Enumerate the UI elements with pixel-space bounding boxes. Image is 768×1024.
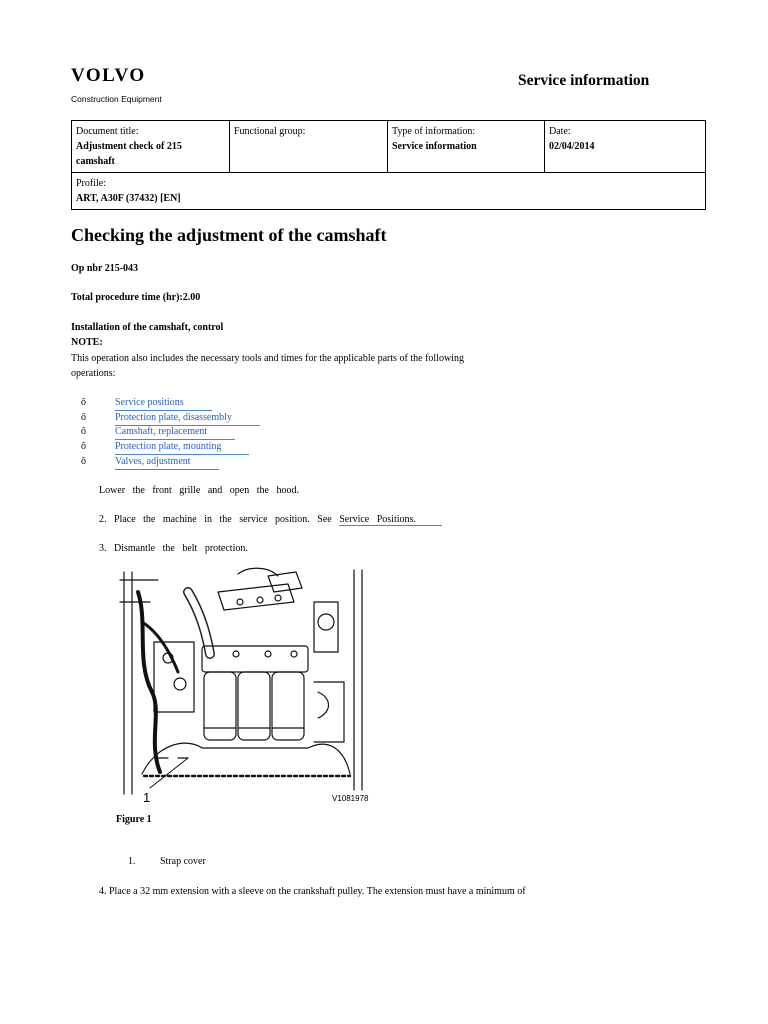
step-3: 3. Dismantle the belt protection.: [99, 543, 248, 554]
document-title-value-line1: Adjustment check of 215: [76, 141, 182, 152]
date-value: 02/04/2014: [549, 141, 595, 152]
doc-type-heading: Service information: [518, 72, 650, 89]
legend-number: 1.: [128, 856, 136, 867]
functional-group-cell: [230, 121, 388, 173]
profile-label: Profile:: [76, 178, 106, 189]
link-protection-plate-disassembly[interactable]: Protection plate, disassembly: [115, 411, 260, 426]
legend-text: Strap cover: [160, 856, 206, 867]
op-number: Op nbr 215-043: [71, 263, 139, 274]
link-service-positions-step[interactable]: Service Positions.: [339, 514, 442, 526]
brand-subtitle: Construction Equipment: [71, 94, 162, 104]
link-camshaft-replacement[interactable]: Camshaft, replacement: [115, 425, 235, 440]
brand-wordmark: VOLVO: [71, 65, 146, 86]
functional-group-label: Functional group:: [234, 126, 306, 137]
page-title: Checking the adjustment of the camshaft: [71, 225, 387, 245]
profile-value: ART, A30F (37432) [EN]: [76, 193, 181, 204]
total-procedure-time: Total procedure time (hr):2.00: [71, 292, 201, 303]
figure-callout-1: 1: [143, 790, 151, 805]
step-2-text: 2. Place the machine in the service position. See: [99, 514, 332, 525]
figure-caption: Figure 1: [116, 814, 152, 825]
document-title-label: Document title:: [76, 126, 139, 137]
link-protection-plate-mounting[interactable]: Protection plate, mounting: [115, 440, 249, 455]
bullet-icon: ô: [81, 441, 86, 453]
volvo-logo: [71, 66, 162, 104]
step-4: 4. Place a 32 mm extension with a sleeve on the crankshaft pulley. The extension must have a minimum of: [99, 886, 526, 897]
note-line-2: operations:: [71, 368, 116, 379]
figure-id: V1081978: [332, 794, 369, 803]
link-valves-adjustment[interactable]: Valves, adjustment: [115, 455, 219, 470]
info-type-cell: [388, 121, 545, 173]
document-title-cell: [72, 121, 230, 173]
step-1: Lower the front grille and open the hood.: [99, 485, 299, 496]
bullet-icon: ô: [81, 411, 86, 423]
document-info-table: [71, 120, 706, 210]
note-label: NOTE:: [71, 337, 103, 348]
bullet-icon: ô: [81, 426, 86, 438]
info-type-label: Type of information:: [392, 126, 476, 137]
link-service-positions[interactable]: Service positions: [115, 396, 212, 411]
info-type-value: Service information: [392, 141, 477, 152]
section-heading: Installation of the camshaft, control: [71, 322, 224, 333]
note-line-1: This operation also includes the necessary tools and times for the applicable parts of the following: [71, 353, 464, 364]
date-cell: [545, 121, 706, 173]
profile-cell: [72, 173, 706, 210]
bullet-icon: ô: [81, 455, 86, 467]
step-2: [99, 512, 442, 527]
bullet-icon: ô: [81, 397, 86, 408]
date-label: Date:: [549, 126, 571, 137]
engine-figure: [118, 562, 368, 808]
document-title-value-line2: camshaft: [76, 156, 115, 167]
